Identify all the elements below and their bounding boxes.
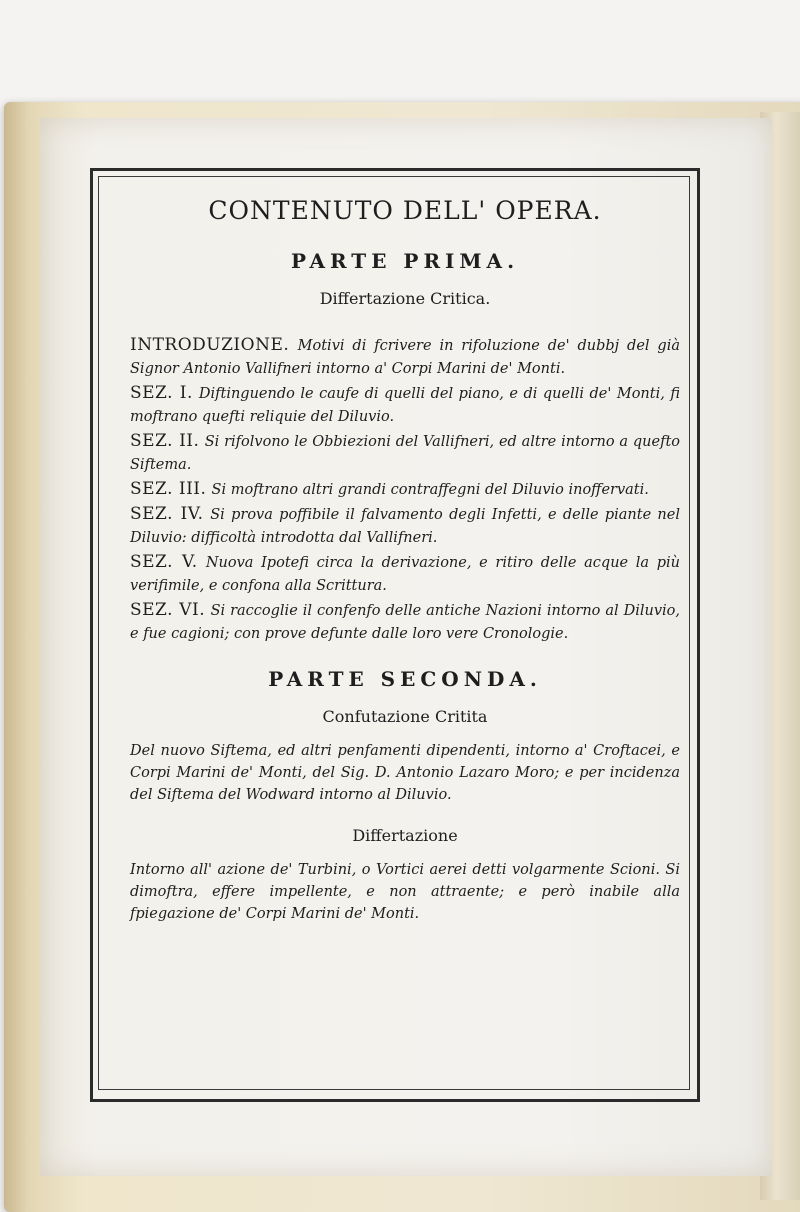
part-one-heading: PARTE PRIMA. bbox=[290, 249, 520, 273]
part-one-subheading: Differtazione Critica. bbox=[319, 289, 491, 308]
contents-list bbox=[130, 334, 680, 645]
contents-entry bbox=[130, 430, 680, 476]
contents-entry bbox=[130, 478, 680, 501]
contents-entry bbox=[130, 503, 680, 549]
entry-text: Si raccoglie il confenfo delle antiche Nazioni intorno al Diluvio, e fue cagioni; con prove defunte dalle loro vere Cronologie. bbox=[130, 603, 680, 642]
contents-entry bbox=[130, 334, 680, 380]
entry-label: INTRODUZIONE. bbox=[130, 335, 290, 355]
entry-text: Motivi di fcrivere in rifoluzione de' dubbj del già Signor Antonio Vallifneri intorno a' Corpi Marini de' Monti. bbox=[130, 338, 680, 377]
contents-entry bbox=[130, 382, 680, 428]
contents-entry bbox=[130, 551, 680, 597]
entry-text: Nuova Ipotefi circa la derivazione, e ritiro delle acque la più verifimile, e confona alla Scrittura. bbox=[130, 555, 680, 594]
part-two-paragraph: Del nuovo Siftema, ed altri penfamenti dipendenti, intorno a' Croftacei, e Corpi Marini de' Monti, del Sig. D. Antonio Lazaro Moro; e per incidenza del Siftema del Wodward intorno al Diluvio. bbox=[130, 743, 680, 803]
entry-label: SEZ. IV. bbox=[130, 504, 204, 524]
entry-text: Si moftrano altri grandi contraffegni del Diluvio inoffervati. bbox=[211, 482, 649, 498]
entry-label: SEZ. II. bbox=[130, 431, 200, 451]
entry-text: Si prova poffibile il falvamento degli Infetti, e delle piante nel Diluvio: difficoltà introdotta dal Vallifneri. bbox=[130, 507, 680, 546]
dissertation-subheading: Differtazione bbox=[352, 826, 458, 845]
page-title: CONTENUTO DELL' OPERA. bbox=[208, 196, 602, 225]
entry-label: SEZ. I. bbox=[130, 383, 193, 403]
entry-text: Si rifolvono le Obbiezioni del Vallifneri, ed altre intorno a quefto Siftema. bbox=[130, 434, 680, 473]
dissertation-paragraph: Intorno all' azione de' Turbini, o Vortici aerei detti volgarmente Scioni. Si dimoftra, effere impellente, e non attraente; e però inabile alla fpiegazione de' Corpi Marini de' Monti. bbox=[130, 862, 680, 922]
entry-label: SEZ. VI. bbox=[130, 600, 206, 620]
page-content bbox=[130, 196, 680, 925]
entry-label: SEZ. III. bbox=[130, 479, 207, 499]
part-two-subheading: Confutazione Critita bbox=[322, 707, 488, 726]
contents-entry bbox=[130, 599, 680, 645]
entry-text: Diftinguendo le caufe di quelli del piano, e di quelli de' Monti, fi moftrano quefti reliquie del Diluvio. bbox=[130, 386, 680, 425]
entry-label: SEZ. V. bbox=[130, 552, 198, 572]
part-two-heading: PARTE SECONDA. bbox=[268, 667, 542, 691]
